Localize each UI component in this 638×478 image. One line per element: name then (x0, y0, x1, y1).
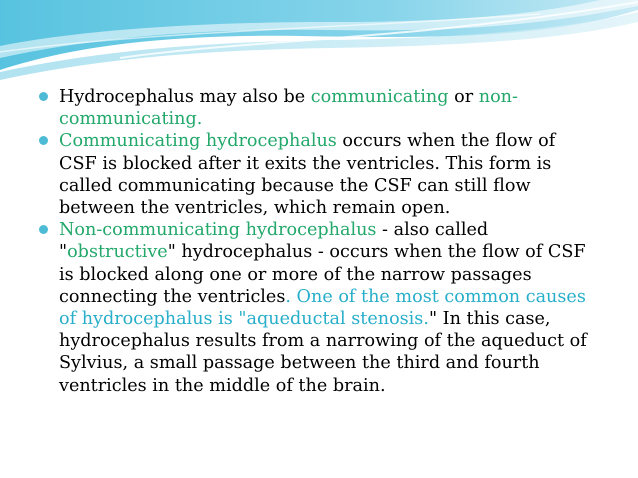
text-segment: occurs when the flow of CSF is blocked after it exits the ventricles. This form is called communicating because the CSF can still flow between the ventricles, which remain open. (59, 131, 556, 219)
text-segment: non-communicating. (59, 87, 518, 130)
bullet-item (38, 86, 598, 130)
text-segment: " In this case, hydrocephalus results from a narrowing of the aqueduct of Sylvius, a small passage between the third and fourth ventricles in the middle of the brain. (59, 309, 587, 396)
bullet-text (59, 87, 518, 129)
text-segment: Hydrocephalus may also be (59, 87, 311, 107)
bullet-text (59, 220, 587, 395)
text-segment: or (448, 87, 479, 107)
text-segment: Non-communicating hydrocephalus (59, 220, 377, 241)
slide-body (38, 86, 598, 397)
text-segment: - also called " (59, 220, 489, 263)
bullet-item (38, 219, 598, 397)
text-segment: Communicating hydrocephalus (59, 131, 337, 152)
text-segment: . One of the most common causes of hydrocephalus is "aqueductal stenosis. (59, 286, 586, 330)
bullet-icon (39, 92, 48, 101)
bullet-icon (39, 225, 48, 234)
bullet-text (59, 131, 555, 218)
header-wave-decoration (0, 0, 638, 80)
bullet-item (38, 130, 598, 219)
bullet-icon (39, 136, 48, 145)
text-segment: obstructive (67, 242, 168, 263)
text-segment: " hydrocephalus - occurs when the flow of CSF is blocked along one or more of the narrow passages connecting the ventricles (59, 242, 586, 307)
text-segment: communicating (310, 87, 449, 107)
